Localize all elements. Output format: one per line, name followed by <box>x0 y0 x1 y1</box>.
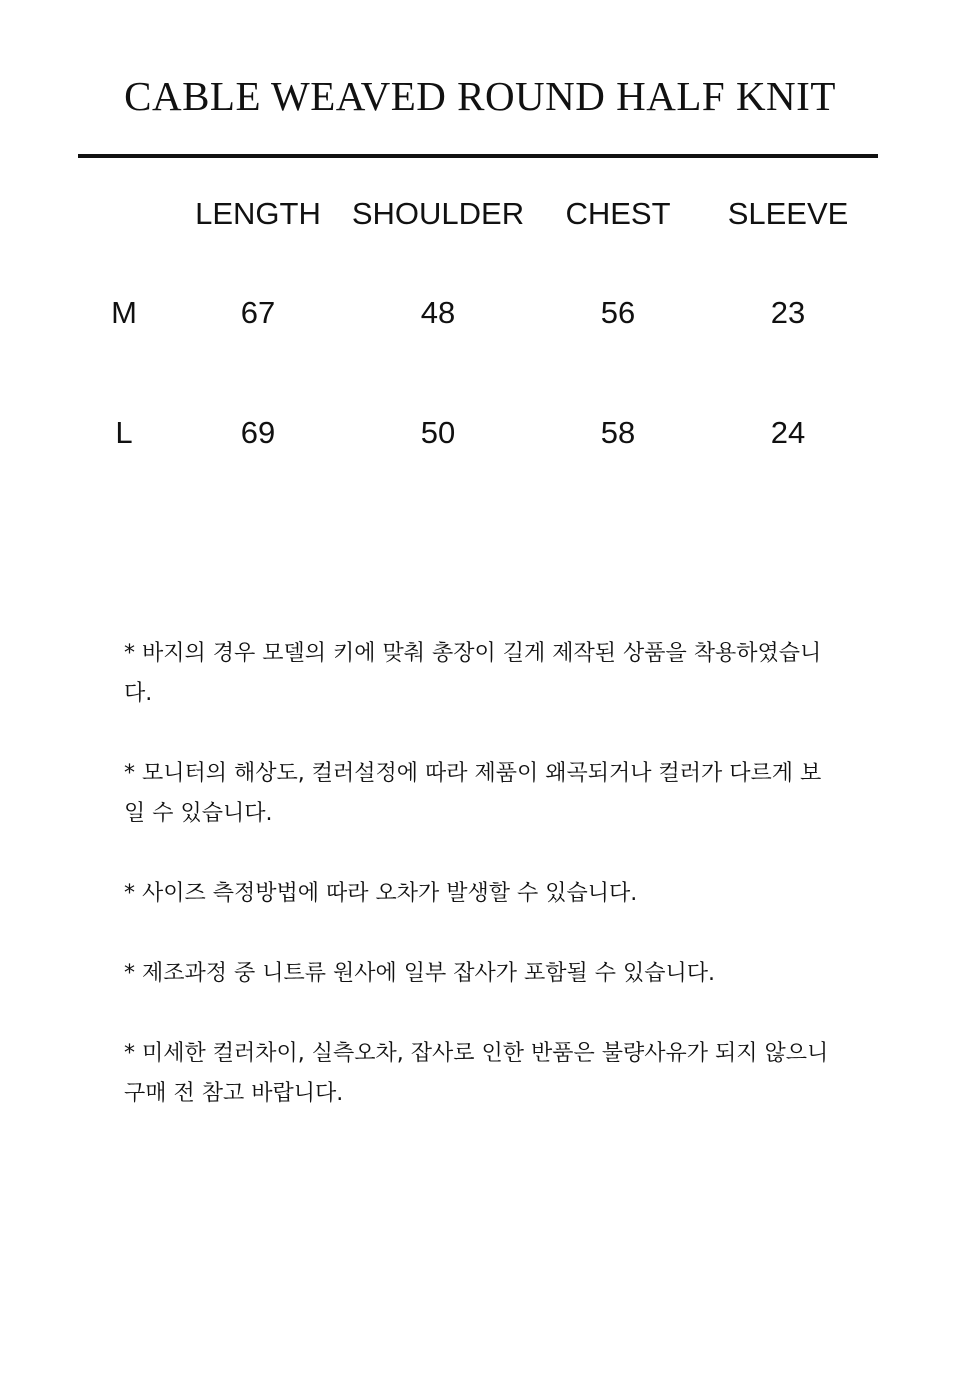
header-chest: CHEST <box>565 196 671 231</box>
notice-return-policy: * 미세한 컬러차이, 실측오차, 잡사로 인한 반품은 불량사유가 되지 않으니 구매 전 참고 바랍니다. <box>124 1041 829 1106</box>
header-length: LENGTH <box>195 196 321 231</box>
title-divider <box>78 154 878 158</box>
l-sleeve-value: 24 <box>770 415 806 450</box>
notice-list <box>124 634 836 1154</box>
m-sleeve-value: 23 <box>770 295 806 330</box>
header-shoulder: SHOULDER <box>351 196 525 231</box>
l-shoulder-value: 50 <box>420 415 456 450</box>
notice-monitor-color: * 모니터의 해상도, 컬러설정에 따라 제품이 왜곡되거나 컬러가 다르게 보일 수 있습니다. <box>124 761 822 826</box>
header-sleeve: SLEEVE <box>727 196 849 231</box>
notice-model-fit: * 바지의 경우 모델의 키에 맞춰 총장이 길게 제작된 상품을 착용하였습니다. <box>124 641 822 706</box>
size-label-m: M <box>111 295 137 330</box>
m-length-value: 67 <box>240 295 276 330</box>
l-chest-value: 58 <box>600 415 636 450</box>
size-label-l: L <box>115 415 133 450</box>
notice-measurement-error: * 사이즈 측정방법에 따라 오차가 발생할 수 있습니다. <box>124 881 638 906</box>
l-length-value: 69 <box>240 415 276 450</box>
m-chest-value: 56 <box>600 295 636 330</box>
product-title: CABLE WEAVED ROUND HALF KNIT <box>124 73 836 119</box>
notice-yarn-impurity: * 제조과정 중 니트류 원사에 일부 잡사가 포함될 수 있습니다. <box>124 961 715 986</box>
m-shoulder-value: 48 <box>420 295 456 330</box>
